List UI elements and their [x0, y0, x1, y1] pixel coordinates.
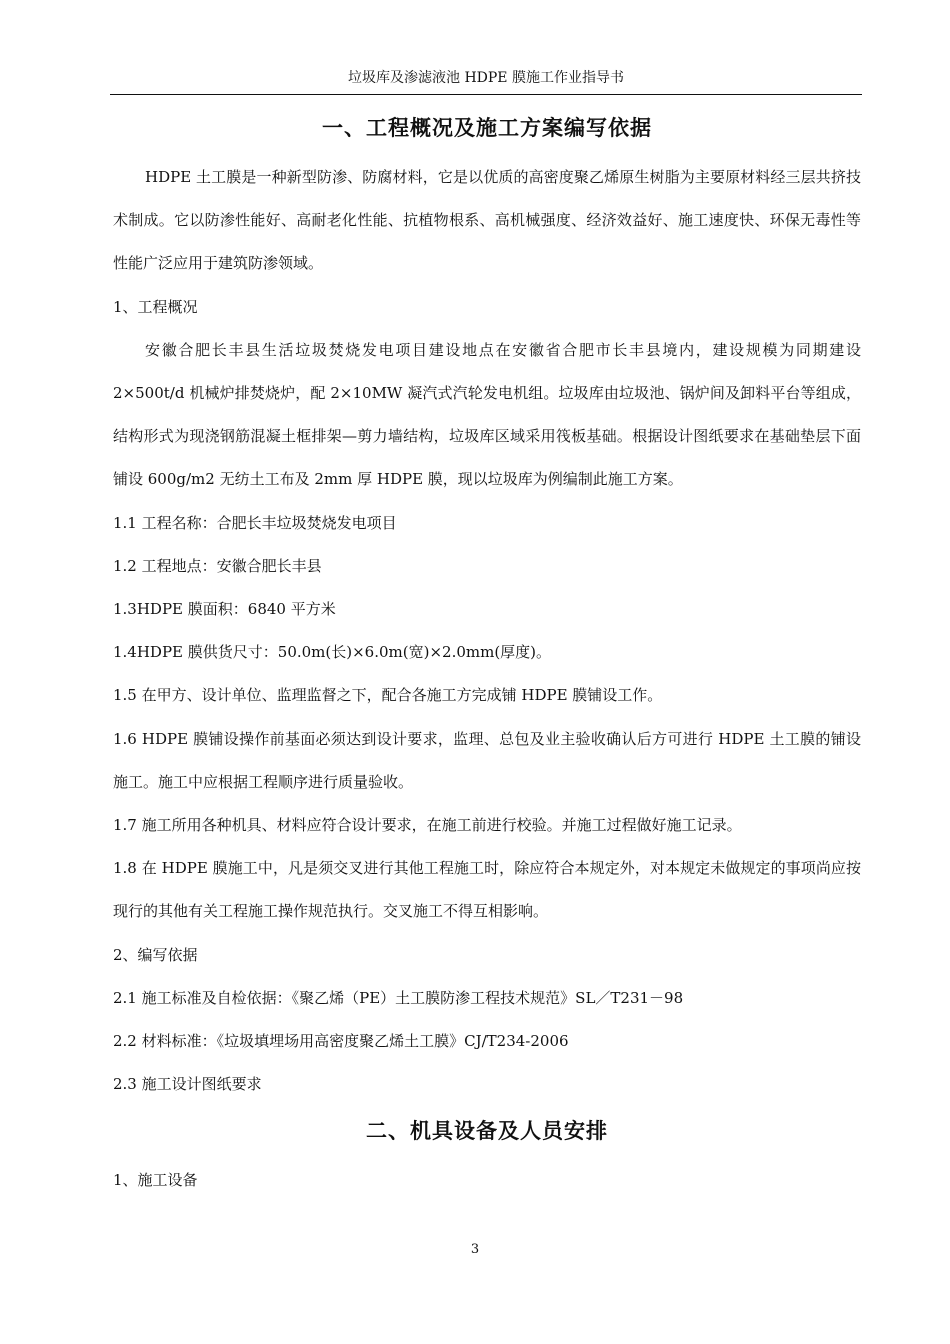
item-1-5: 1.5 在甲方、设计单位、监理监督之下，配合各施工方完成铺 HDPE 膜铺设工作。 — [113, 686, 663, 705]
intro-paragraph: HDPE 土工膜是一种新型防渗、防腐材料，它是以优质的高密度聚乙烯原生树脂为主要原材料经三层共挤技术制成。它以防渗性能好、高耐老化性能、抗植物根系、高机械强度、经济效益好、施工速度快、环保无毒性等性能广泛应用于建筑防渗领域。 — [113, 168, 861, 273]
item-1-6: 1.6 HDPE 膜铺设操作前基面必须达到设计要求，监理、总包及业主验收确认后方可进行 HDPE 土工膜的铺设施工。施工中应根据工程顺序进行质量验收。 — [113, 729, 861, 791]
basis-2-3: 2.3 施工设计图纸要求 — [113, 1075, 262, 1094]
item-1-4: 1.4HDPE 膜供货尺寸：50.0m(长)×6.0m(宽)×2.0mm(厚度)。 — [113, 643, 552, 662]
item-1-2: 1.2 工程地点：安徽合肥长丰县 — [113, 556, 322, 575]
item-1-1: 1.1 工程名称：合肥长丰垃圾焚烧发电项目 — [113, 513, 397, 532]
page-number: 3 — [470, 1242, 480, 1257]
item-1-8: 1.8 在 HDPE 膜施工中，凡是须交叉进行其他工程施工时，除应符合本规定外，对本规定未做规定的事项尚应按现行的其他有关工程施工操作规范执行。交叉施工不得互相影响。 — [113, 859, 861, 921]
item-1-7: 1.7 施工所用各种机具、材料应符合设计要求，在施工前进行校验。并施工过程做好施工记录。 — [113, 816, 742, 835]
project-overview-paragraph: 安徽合肥长丰县生活垃圾焚烧发电项目建设地点在安徽省合肥市长丰县境内，建设规模为同期建设 2×500t/d 机械炉排焚烧炉，配 2×10MW 凝汽式汽轮发电机组。垃圾库由垃圾池、锅炉间及卸料平台等组成，结构形式为现浇钢筋混凝土框排架—剪力墙结构，垃圾库区域采用筏板基础。根据设计图纸要求在基础垫层下面铺设 600g/m2 无纺土工布及 2mm 厚 HDPE 膜，现以垃圾库为例编制此施工方案。 — [113, 340, 861, 489]
basis-2-1: 2.1 施工标准及自检依据：《聚乙烯（PE）土工膜防渗工程技术规范》SL／T231－98 — [113, 988, 684, 1007]
subsection-1-title: 1、工程概况 — [113, 297, 198, 316]
section-2-title: 二、机具设备及人员安排 — [366, 1118, 608, 1144]
page-header: 垃圾库及渗滤液池 HDPE 膜施工作业指导书 — [110, 66, 862, 95]
section-1-title: 一、工程概况及施工方案编写依据 — [322, 115, 652, 140]
subsection-2-title: 2、编写依据 — [113, 945, 198, 964]
section-2-subsection-1-title: 1、施工设备 — [113, 1171, 198, 1190]
basis-2-2: 2.2 材料标准：《垃圾填埋场用高密度聚乙烯土工膜》CJ/T234-2006 — [113, 1032, 569, 1051]
item-1-3: 1.3HDPE 膜面积：6840 平方米 — [113, 600, 336, 619]
document-body — [113, 108, 861, 1203]
